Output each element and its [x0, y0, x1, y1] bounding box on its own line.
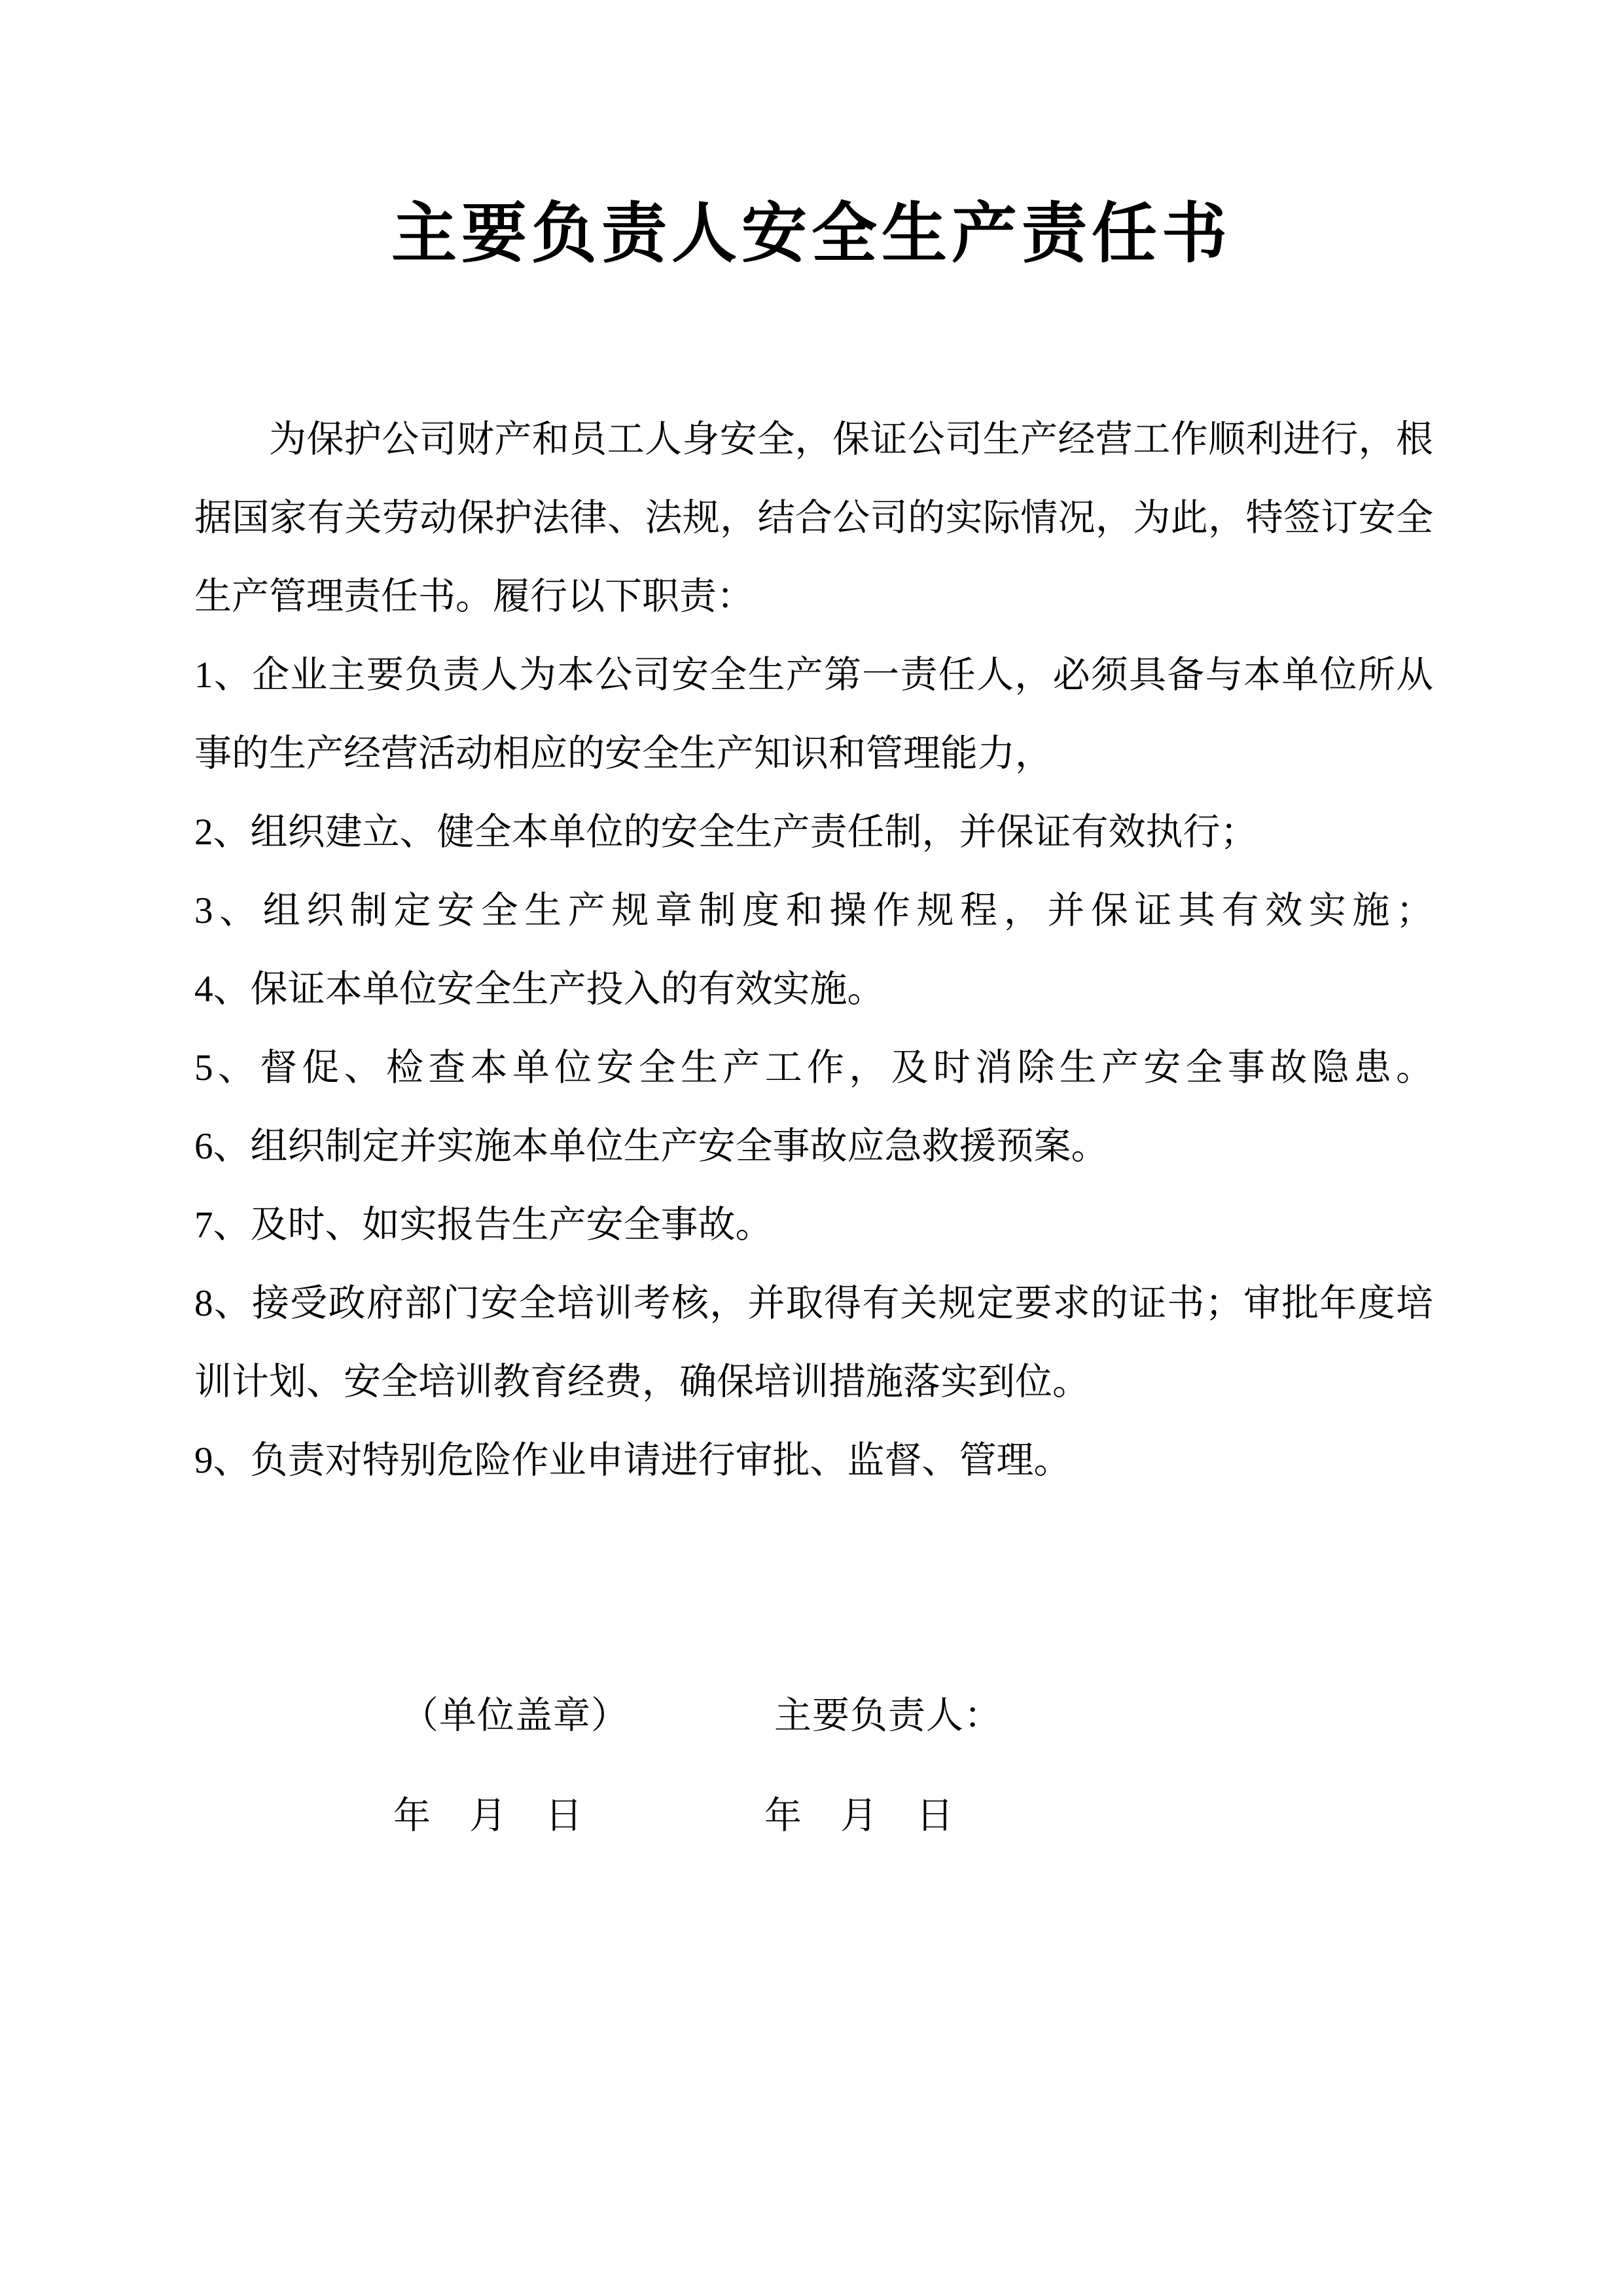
body-line: 5、督促、检查本单位安全生产工作，及时消除生产安全事故隐患。 [194, 1047, 1433, 1088]
body-line: 训计划、安全培训教育经费，确保培训措施落实到位。 [194, 1361, 1090, 1403]
body-line: 9、负责对特别危险作业申请进行审批、监督、管理。 [194, 1440, 1071, 1481]
body-line: 3、组织制定安全生产规章制度和操作规程，并保证其有效实施； [194, 890, 1433, 931]
signature-date-right: 年 月 日 [764, 1795, 954, 1837]
body-line: 1、企业主要负责人为本公司安全生产第一责任人，必须具备与本单位所从 [194, 655, 1433, 696]
body-line: 为保护公司财产和员工人身安全，保证公司生产经营工作顺利进行，根 [269, 419, 1433, 460]
body-line: 2、组织建立、健全本单位的安全生产责任制，并保证有效执行； [194, 812, 1258, 853]
signature-person-label: 主要负责人： [774, 1695, 1002, 1736]
body-line: 6、组织制定并实施本单位生产安全事故应急救援预案。 [194, 1126, 1109, 1167]
signature-date-left: 年 月 日 [393, 1795, 583, 1837]
body-line: 8、接受政府部门安全培训考核，并取得有关规定要求的证书；审批年度培 [194, 1283, 1433, 1324]
body-line: 事的生产经营活动相应的安全生产知识和管理能力， [194, 733, 1052, 774]
signature-stamp-label: （单位盖章） [401, 1695, 629, 1736]
body-line: 生产管理责任书。履行以下职责： [194, 576, 754, 617]
document-title: 主要负责人安全生产责任书 [391, 198, 1232, 270]
body-line: 7、及时、如实报告生产安全事故。 [194, 1204, 773, 1246]
body-line: 据国家有关劳动保护法律、法规，结合公司的实际情况，为此，特签订安全 [194, 497, 1433, 539]
body-line: 4、保证本单位安全生产投入的有效实施。 [194, 969, 885, 1010]
document-body [194, 401, 1433, 1500]
